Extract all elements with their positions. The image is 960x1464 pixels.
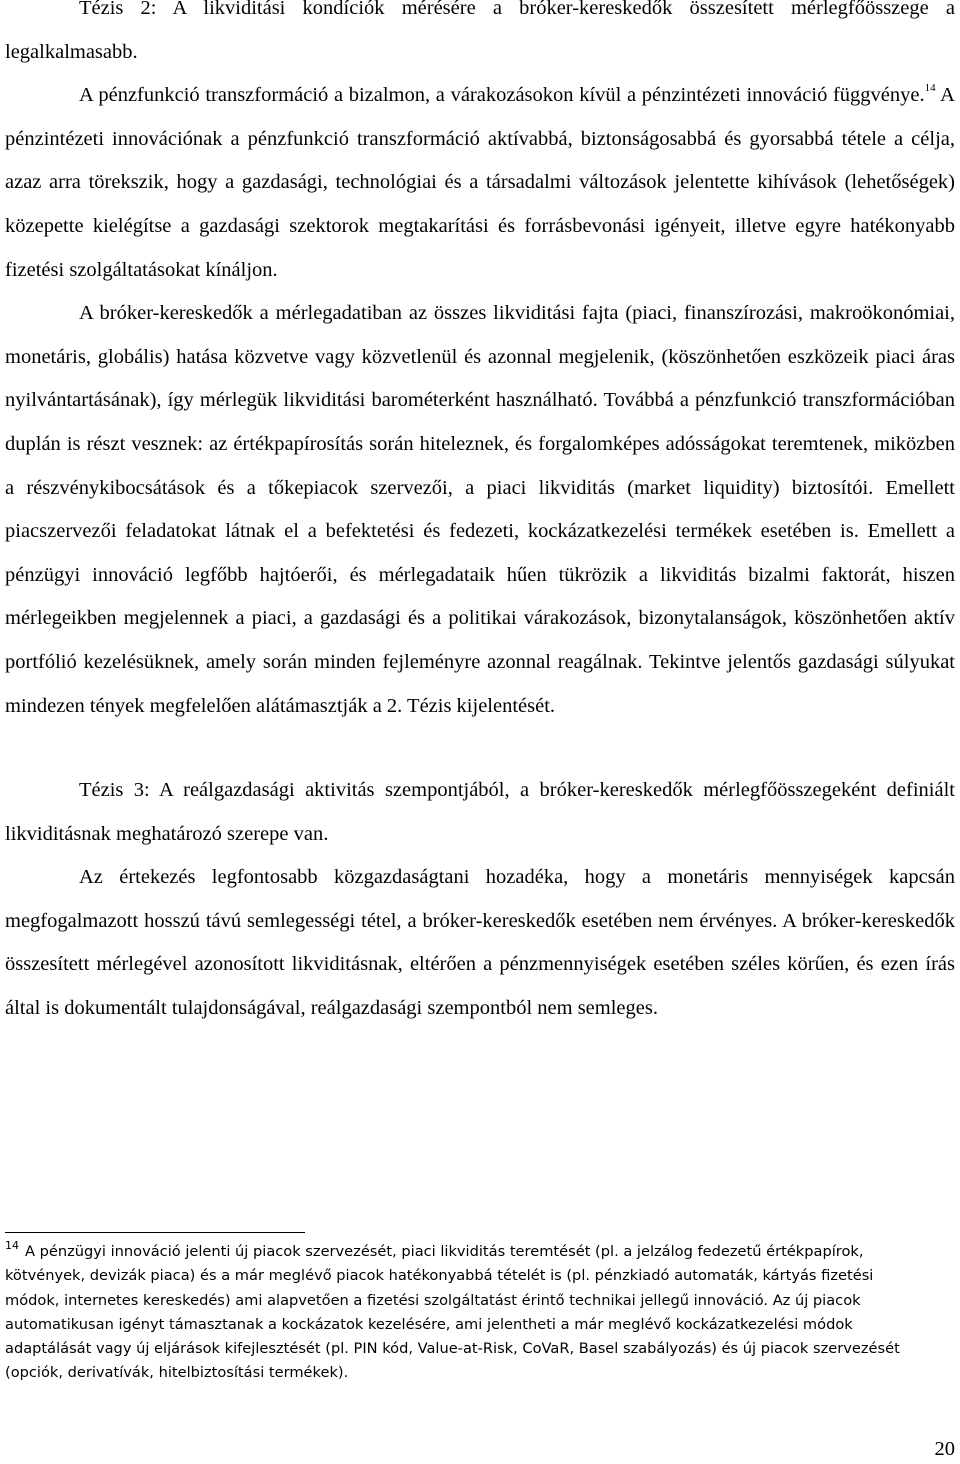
innovation-body: A pénzintézeti innovációnak a pénzfunkció transzformáció aktívabbá, biztonságosabbá és gyorsabbá tétele a célja, azaz arra törekszik, hogy a gazdasági, technológiai és a társadalmi változások jelentette kihívások (lehetőségek) közepette kielégítse a gazdasági szektorok megtakarítási és forrásbevonási igényeit, illetve egyre hatékonyabb fizetési szolgáltatásokat kínáljon. <box>5 84 955 281</box>
thesis-3-paragraph: Tézis 3: A reálgazdasági aktivitás szempontjából, a bróker-kereskedők mérlegfőösszegeként definiált likviditásnak meghatározó szerepe van. <box>5 779 955 845</box>
broker-dealer-paragraph: A bróker-kereskedők a mérlegadatiban az összes likviditási fajta (piaci, finanszírozási, makroökonómiai, monetáris, globális) hatása közvetve vagy közvetlenül és azonnal megjelenik, (köszönhetően eszközeik piaci áras nyilvántartásának), így mérlegük likviditási barométerként használható. Továbbá a pénzfunkció transzformációban duplán is részt vesznek: az értékpapírosítás során hiteleznek, és forgalomképes adósságokat teremtenek, miközben a részvénykibocsátások és a tőkepiacok szervezői, a piaci likviditás (market liquidity) biztosítói. Emellett piacszervezői feladatokat látnak el a befektetési és fedezeti, kockázatkezelési termékek esetében is. Emellett a pénzügyi innováció legfőbb hajtóerői, és mérlegadataik hűen tükrözik a likviditás bizalmi faktorát, hiszen mérlegeikben megjelennek a piaci, a gazdasági és a politikai várakozások, bizonytalanságok, köszönhetően aktív portfólió kezelésüknek, amely során minden fejleményre azonnal reagálnak. Tekintve jelentős gazdasági súlyukat mindezen tények megfelelően alátámasztják a 2. Tézis kijelentését. <box>5 302 955 717</box>
footnote-marker: 14 <box>5 1239 19 1253</box>
page-number: 20 <box>934 1438 955 1460</box>
footnote-text: A pénzügyi innováció jelenti új piacok szervezését, piaci likviditás teremtését (pl. a jelzálog fedezetű értékpapírok, kötvények, devizák piaca) és a már meglévő piacok hatékonyabbá tételét is (pl. pénzkiadó automaták, kártyás fizetési módok, internetes kereskedés) ami alapvetően a fizetési szolgáltatást érintő technikai jellegű innováció. Az új piacok automatikusan igényt támasztanak a kockázatok kezelésére, ami jelentheti a már meglévő kockázatkezelési módok adaptálását vagy új eljárások kifejlesztését (pl. PIN kód, Value-at-Risk, CoVaR, Basel szabályozás) és új piacok szervezését (opciók, derivatívák, hitelbiztosítási termékek). <box>5 1243 900 1382</box>
innovation-intro: A pénzfunkció transzformáció a bizalmon, a várakozásokon kívül a pénzintézeti innováció függvénye. <box>79 84 925 107</box>
thesis-2-paragraph: Tézis 2: A likviditási kondíciók mérésére a bróker-kereskedők összesített mérlegfőösszege a legalkalmasabb. <box>5 0 955 63</box>
conclusion-paragraph: Az értekezés legfontosabb közgazdaságtani hozadéka, hogy a monetáris mennyiségek kapcsán megfogalmazott hosszú távú semlegességi tétel, a bróker-kereskedők esetében nem érvényes. A bróker-kereskedők összesített mérlegével azonosított likviditásnak, eltérően a pénzmennyiségek esetében széles körűen, és ezen írás által is dokumentált tulajdonságával, reálgazdasági szempontból nem semleges. <box>5 866 955 1020</box>
innovation-paragraph <box>5 74 955 292</box>
footnote-reference[interactable]: 14 <box>924 82 936 95</box>
footnote <box>5 1240 910 1386</box>
footnote-separator <box>5 1232 305 1233</box>
body-text <box>5 0 955 1031</box>
